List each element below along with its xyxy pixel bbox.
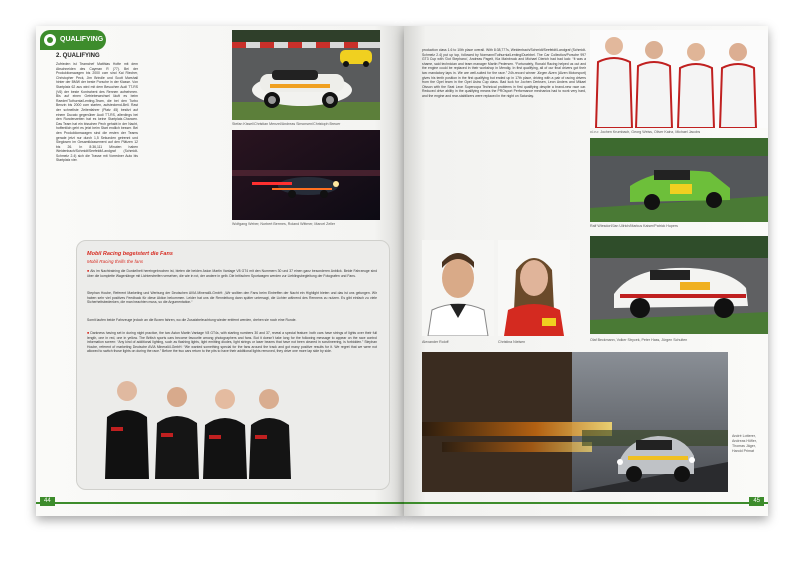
portrait-2-photo xyxy=(498,240,570,336)
white-gt-race-photo xyxy=(590,236,768,334)
porsche-race-photo xyxy=(232,30,380,120)
right-page-number: 45 xyxy=(749,497,764,506)
feature-paragraph-4 xyxy=(87,331,377,363)
feature-title: Mobil Racing begeistert die Fans xyxy=(87,251,173,257)
bullet-icon: ■ xyxy=(87,269,91,273)
section-logo-icon xyxy=(44,34,56,46)
left-page-number: 44 xyxy=(40,497,55,506)
right-column-text: production class 1.6 to 10th place overall. With 8:38,777s, Weidenbach/Schmidt/Seefeldt/Landgraf (Schmidt-Schmelz 2.4) put up top, followed by Normann/Tuthurnia/Lenting/Duebbel. The Car Collection/Porsche 997 GT3 Cup with ‘Dot Stephano’, Andreas Pageit, Kia Mainbruck and Michael Dierich had bad luck: “It was a shame, said technician and team manager Martin Pedersen. “Fortunately, Ronald Racing helped us out and the engine could be replaced in their workshop in Mendig. In first qualifying, all of our final drivers got their two mandatory laps in. We are well-suited for the race.” 24h-record winner Jürgen Alzen (Alzen Motorsport) gives his tenth position in the first qualifying but ended up in 17th place, driving with a pair of racing drivers from the Opel team in the Opel Astra Cup class. Bad luck for Jochen Derksen, Leon Anders and Mikael Olsson with the Seat Leon Supercopa Technical problems in first qualifying despite a brand-new race car. Reduced drive ability in the qualifying means the PROsport Performance mechanics had to work very hard, and the engine and rear-stabilizers were replaced in the night on Saturday. xyxy=(422,48,586,98)
right-page xyxy=(404,26,768,516)
left-page xyxy=(36,26,404,516)
feature-paragraph-3: Somit laufen beide Fahrzeuge jedoch an die Boxen fahren, wo die Zusatzbeleuchtung wieder entfernt werden, drehen sie noch eine Runde. xyxy=(87,318,297,322)
drivers-group-photo xyxy=(590,30,768,128)
night-race-photo xyxy=(232,130,380,220)
bullet-icon: ■ xyxy=(87,331,91,335)
mobil-racing-feature-box xyxy=(76,240,390,490)
section-tab xyxy=(40,30,106,50)
feature-paragraph-4-text: Darkness having set in during night practice, the two Aston Martin Vantage V8 GT4s, with starting numbers 30 and 37, reveal a special feature: both cars have strings of lights over their full length, one in red, one in yellow. The British sports cars become favourite among photographers and fans. But it doesn’t take long for the following message to appear on the race control information screen: “Any kind of additional lighting, such as flashing lights, light emitting diodes, light strings or laser beams that have not been cleared in scrutineering, is forbidden.” Stephan Hoube, referent of marketing Deutsche AVIA Mineralöl-GmbH: “We wanted something special for the fans around the track and got many positive results for it. We regret that we were not allowed to switch those lights on during the race.” Before the two cars return to the pits to have their additional lights removed, they drive one more lap side by side. xyxy=(87,331,377,354)
mercedes-race-photo xyxy=(422,352,728,492)
left-column-text: Zufrieden ist Teamchef Matthias Hofte mit dem Abschneiden des Cayman R (77). Bei der Produktionswagen bis 2000 ccm sind Kai Riecher, Christopher Peck, Jim Brindle und Scott Marshall hinter der BMW der beste Porsche in der Klasse. Von Startplatz 62 aus wird mit dem Besuchen Audi TT-RS (V6) der beste Kontrahent des Rennen aufnehmen. Bis auf einen Getriebewechsel läuft es beim Raeder/Tuthurnia/Lenting-Team, die bei den Turbo Benzin bis 2000 ccm starten, aufsteckend-Bell. Rast der schnellste Zeitenfahrer (Platz 45) besitzt auf einem Ducato gegenüber Audi TT-RS, allerdings bei den Rundenzeiten hat es keine Startplatz-Chancen. Das Team hat ein bisschen Pech gehabt in der Nacht, hoffentlich geht es jetzt beim Start endlich besser. Bei den Produktionswagen sind die ersten der Teams gerade jetzt nur durch 1,5 Sekunden getrennt und Sieglosen im Gesamtklassement auf den Plätzen 12 bis 26. In 8:36,111 Minuten haben Weidenbach/Schmidt/Seefeldt/Landgraf (Schmidt-Schmelz 2.4) sich die Trasse mit Vorredner Auto bis Startplatz vier. xyxy=(56,62,138,163)
portrait-2-caption: Christina Nielsen xyxy=(498,340,526,344)
feature-paragraph-1 xyxy=(87,269,377,291)
bmw-race-photo xyxy=(590,138,768,222)
feature-paragraph-1-text: Als im Nachtraining die Dunkelheit hereingebrochen ist, bieten die beiden Aston Martin Vantage V8 GT4 mit den Nummern 30 und 37 einen ganz besonderen Anblick. Beide Fahrzeuge sind über die komplette Wagenlänge mit Lichterstreifen versehen, die wie in rot, der andere in gelb. Die britischen Sportwagen werden zur Lieblingsbegleitung der Fotografen und Fans. xyxy=(87,269,377,278)
magazine-spread xyxy=(36,26,768,516)
right-caption-mid: Ralf Wiesdorf/Jan Ullrich/Markus Kaiser/Patrick Hupers xyxy=(590,224,678,228)
right-caption-low: Olaf Beckmann, Volker Strycek, Peter Hass, Jürgen Schulten xyxy=(590,338,688,342)
right-caption-top: v.l.n.r. Jochen Krumbach, Georg Weiss, Oliver Kainz, Michael Jacobs xyxy=(590,130,701,134)
feature-paragraph-2: Stephan Hoube, Referent Marketing und Werbung der Deutschen AVIA Mineralöl-GmbH: „Wir wollten den Fans beim Eintreffen der Nacht ein Highlight bieten und das ist uns gelungen. Wir haben sehr viel positives Feedback für diese Aktion bekommen. Leider hat uns die Rennleitung dann später untersagt, die Lichter während des Rennens zu nutzen. Es gibt einfach zu viele Sicherheitsbedenken, die man beachten muss, so die Argumentation.“ xyxy=(87,291,377,305)
right-footer-bar xyxy=(404,502,768,504)
portrait-1-caption: Alexander Roloff xyxy=(422,340,449,344)
team-photo xyxy=(97,369,293,479)
portrait-1-photo xyxy=(422,240,494,336)
left-caption-top: Stefan Kissel/Christian Menzel/Andreas Simonsen/Christoph Breuer xyxy=(232,122,341,126)
left-caption-bottom: Wolfgang Weber, Norbert Bermes, Roland Wittmer, Marcel Zeller xyxy=(232,222,336,226)
big-photo-caption: André Lotterer, Andreas Höfler, Thomas Jäger, Harold Primat xyxy=(732,434,757,453)
feature-subtitle: Mobil Racing thrills the fans xyxy=(87,259,144,264)
section-tab-label: QUALIFYING xyxy=(60,36,104,43)
left-footer-bar xyxy=(36,502,404,504)
section-heading: 2. QUALIFYING xyxy=(56,53,100,59)
